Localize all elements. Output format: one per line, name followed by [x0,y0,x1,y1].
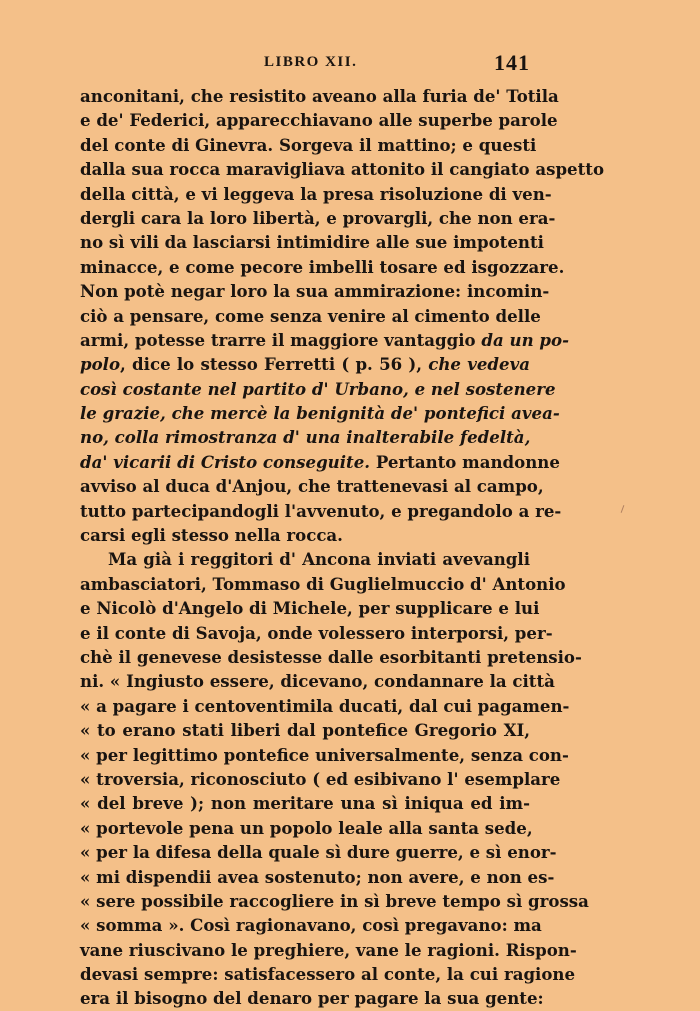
text-line [80,474,544,498]
italic-text: polo [80,354,121,375]
text-segment: ni. « Ingiusto essere, dicevano, condannare la città [80,671,555,692]
text-segment: dergli cara la loro libertà, e provargli, che non era- [80,207,556,228]
text-line [80,84,559,108]
text-line [80,499,562,523]
text-line [80,669,555,693]
text-line [80,865,555,889]
text-line [80,767,561,791]
text-line [80,206,556,230]
text-segment: no sì vili da lasciarsi intimidire alle sue impotenti [80,232,544,253]
text-segment: « del breve ); non meritare una sì iniqua ed im- [80,793,530,814]
text-segment: « to erano stati liberi dal pontefice Gregorio XI, [80,720,530,741]
italic-text: così costante nel partito d' Urbano, e nel sostenere [80,378,556,399]
text-segment: « sere possibile raccogliere in sì breve tempo sì grossa [80,890,589,911]
text-line [80,182,552,206]
text-line [80,255,565,279]
text-line [80,230,544,254]
text-line [80,791,530,815]
text-line [80,645,582,669]
text-segment: della città, e vi leggeva la presa risoluzione di ven- [80,183,552,204]
text-segment: avviso al duca d'Anjou, che trattenevasi al campo, [80,476,544,497]
text-segment: era il bisogno del denaro per pagare la sua gente: [80,988,544,1009]
text-segment: « a pagare i centoventimila ducati, dal cui pagamen- [80,695,570,716]
text-line [80,889,589,913]
text-line [80,279,550,303]
italic-text: che vedeva [428,354,530,375]
body-text [80,84,605,1011]
text-line [80,108,558,132]
text-segment: del conte di Ginevra. Sorgeva il mattino; e questi [80,134,537,155]
text-segment: « somma ». Così ragionavano, così pregavano: ma [80,915,542,936]
text-segment: dalla sua rocca maravigliava attonito il cangiato aspetto [80,159,605,180]
text-line [80,547,530,571]
text-segment: « per la difesa della quale sì dure guerre, e sì enor- [80,842,557,863]
running-head: LIBRO XII. [264,54,358,70]
text-line [80,401,560,425]
text-segment: Ma già i reggitori d' Ancona inviati avevangli [108,549,530,570]
text-line [80,913,542,937]
margin-mark [621,505,625,513]
text-segment: « per legittimo pontefice universalmente, senza con- [80,744,569,765]
text-line [80,328,569,352]
text-line [80,157,605,181]
text-segment: e Nicolò d'Angelo di Michele, per supplicare e lui [80,598,540,619]
text-line [80,352,530,376]
text-segment: Pertanto mandonne [370,451,560,472]
text-segment: armi, potesse trarre il maggiore vantaggio [80,329,482,350]
page-number: 141 [494,50,530,75]
text-segment: e il conte di Savoja, onde volessero interporsi, per- [80,622,553,643]
text-segment: minacce, e come pecore imbelli tosare ed isgozzare. [80,256,565,277]
text-segment: vane riuscivano le preghiere, vane le ragioni. Rispon- [80,939,577,960]
italic-text: le grazie, che mercè la benignità de' pontefici avea- [80,403,560,424]
text-line [80,133,537,157]
text-segment: , dice lo stesso Ferretti ( p. 56 ), [120,354,429,375]
text-segment: devasi sempre: satisfacessero al conte, la cui ragione [80,964,576,985]
text-line [80,596,540,620]
text-segment: « mi dispendii avea sostenuto; non avere, e non es- [80,866,555,887]
text-segment: e de' Federici, apparecchiavano alle superbe parole [80,110,558,131]
text-line [80,962,576,986]
text-segment: carsi egli stesso nella rocca. [80,525,343,546]
text-line [80,938,577,962]
text-line [80,694,570,718]
text-line [80,425,530,449]
text-line [80,572,566,596]
text-line [80,816,533,840]
text-segment: ciò a pensare, come senza venire al cimento delle [80,305,541,326]
text-line [80,840,557,864]
text-segment: anconitani, che resistito aveano alla furia de' Totila [80,86,559,106]
text-line [80,986,544,1010]
italic-text: da un po- [481,329,569,350]
text-segment: ambasciatori, Tommaso di Guglielmuccio d' Antonio [80,573,566,594]
text-line [80,450,560,474]
page-header [80,50,530,80]
text-line [80,523,530,547]
text-line [80,718,530,742]
text-line [80,743,569,767]
text-line [80,621,553,645]
text-segment: tutto partecipandogli l'avvenuto, e pregandolo a re- [80,500,562,521]
text-segment: « portevole pena un popolo leale alla santa sede, [80,817,533,838]
text-segment: chè il genevese desistesse dalle esorbitanti pretensio- [80,646,582,667]
text-segment: Non potè negar loro la sua ammirazione: incomin- [80,281,550,302]
italic-text: no, colla rimostranza d' una inalterabile fedeltà, [80,427,531,448]
text-line [80,377,556,401]
text-segment: « troversia, riconosciuto ( ed esibivano l' esemplare [80,768,561,789]
text-line [80,304,541,328]
italic-text: da' vicarii di Cristo conseguite. [80,451,371,472]
